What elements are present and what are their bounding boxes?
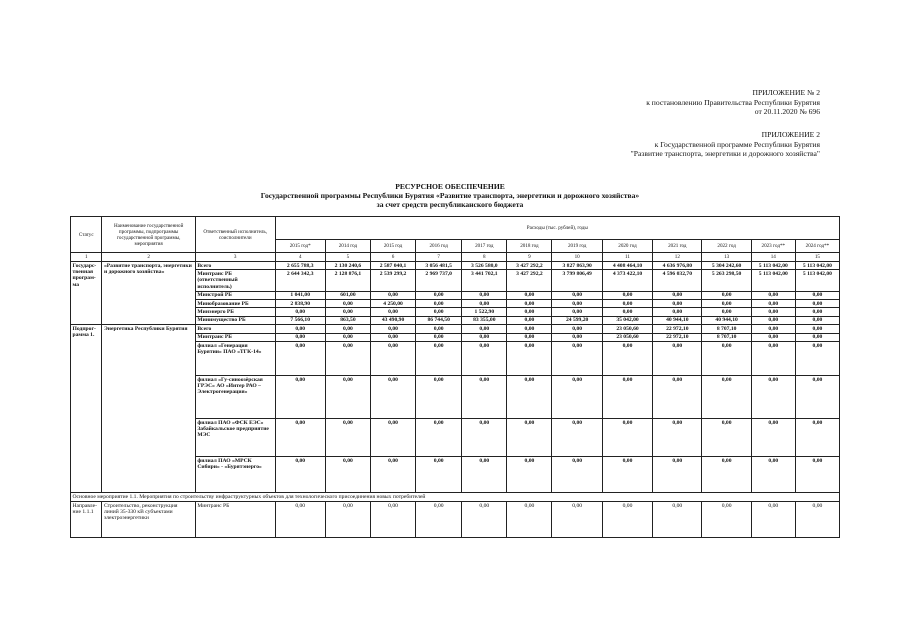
row-value: 43 490,90 [371, 316, 416, 324]
row-value: 0,00 [462, 376, 507, 419]
row-value: 0,00 [371, 376, 416, 419]
row-executor: Минтранс РБ [195, 333, 275, 341]
row-value: 0,00 [416, 342, 462, 376]
title-line1: РЕСУРСНОЕ ОБЕСПЕЧЕНИЕ [395, 182, 505, 191]
row-value: 0,00 [552, 342, 602, 376]
resource-table [70, 216, 840, 538]
row-value: 5 263 298,50 [702, 270, 751, 291]
row-value: 0,00 [602, 419, 652, 457]
table-row [71, 262, 840, 270]
row-value: 0,00 [416, 308, 462, 316]
row-value: 0,00 [602, 300, 652, 308]
row-value: 0,00 [751, 376, 795, 419]
row-executor: филиал «Гу-синоозёрская ГРЭС» АО «Интер РАО – Электрогенерация» [195, 376, 275, 419]
row-value: 0,00 [552, 502, 602, 538]
header-year: 2017 год [462, 240, 507, 253]
row-name: Строительство, реконструкция линий 35-330 кВ субъектами электроэнергетики [102, 502, 195, 538]
row-value: 3 799 806,49 [552, 270, 602, 291]
row-value: 5 113 042,00 [751, 262, 795, 270]
row-value: 5 113 042,00 [751, 270, 795, 291]
row-value: 3 441 702,1 [462, 270, 507, 291]
row-value: 0,00 [507, 376, 552, 419]
row-value: 0,00 [325, 376, 370, 419]
row-value: 0,00 [462, 300, 507, 308]
row-value: 0,00 [751, 342, 795, 376]
row-value: 0,00 [507, 316, 552, 324]
header-index: 15 [795, 253, 839, 262]
row-value: 2 644 342,3 [275, 270, 325, 291]
header-year: 2024 год** [795, 240, 839, 253]
row-value: 23 050,60 [602, 333, 652, 341]
header-index: 11 [602, 253, 652, 262]
header-year: 2015 год [371, 240, 416, 253]
row-value: 0,00 [653, 419, 702, 457]
header-index: 12 [653, 253, 702, 262]
row-value: 0,00 [795, 300, 839, 308]
row-value: 0,00 [702, 419, 751, 457]
event-title-row [71, 493, 840, 502]
row-value: 0,00 [751, 308, 795, 316]
row-value: 0,00 [751, 316, 795, 324]
row-value: 0,00 [653, 291, 702, 299]
row-value: 0,00 [795, 376, 839, 419]
row-value: 0,00 [751, 502, 795, 538]
annex-program-line1: ПРИЛОЖЕНИЕ 2 [761, 130, 820, 139]
row-value: 0,00 [371, 419, 416, 457]
annex-header-decree [646, 88, 820, 117]
row-value: 0,00 [275, 502, 325, 538]
row-value: 0,00 [371, 325, 416, 333]
row-value: 0,00 [462, 342, 507, 376]
row-value: 0,00 [552, 419, 602, 457]
row-value: 4 250,00 [371, 300, 416, 308]
row-value: 0,00 [552, 325, 602, 333]
row-value: 2 130 240,6 [325, 262, 370, 270]
row-value: 83 355,00 [462, 316, 507, 324]
row-value: 0,00 [416, 419, 462, 457]
row-value: 0,00 [325, 419, 370, 457]
row-value: 0,00 [552, 308, 602, 316]
row-value: 0,00 [602, 342, 652, 376]
annex-program-line2: к Государственной программе Республики Бурятия [654, 139, 820, 149]
row-status: Государс-твенная програм-ма [71, 262, 102, 325]
annex-decree-line3: от 20.11.2020 № 696 [754, 107, 820, 117]
row-value: 5 113 042,00 [795, 270, 839, 291]
header-index: 3 [195, 253, 275, 262]
row-value: 601,00 [325, 291, 370, 299]
row-value: 0,00 [507, 325, 552, 333]
row-value: 4 636 976,80 [653, 262, 702, 270]
header-year: 2022 год [702, 240, 751, 253]
header-index: 13 [702, 253, 751, 262]
header-executor: Ответственный исполнитель, соисполнители [195, 217, 275, 253]
row-value: 0,00 [795, 308, 839, 316]
row-value: 7 566,10 [275, 316, 325, 324]
row-value: 2 539 299,2 [371, 270, 416, 291]
row-value: 0,00 [702, 300, 751, 308]
row-value: 0,00 [416, 300, 462, 308]
row-value: 0,00 [795, 342, 839, 376]
header-index: 1 [71, 253, 102, 262]
row-value: 0,00 [602, 457, 652, 493]
annex-program-line3: "Развитие транспорта, энергетики и дорожного хозяйства" [630, 149, 820, 159]
header-index: 7 [416, 253, 462, 262]
row-value: 3 427 292,2 [507, 270, 552, 291]
row-value: 0,00 [795, 419, 839, 457]
row-value: 40 944,10 [653, 316, 702, 324]
row-value: 40 944,10 [702, 316, 751, 324]
row-value: 4 408 464,10 [602, 262, 652, 270]
row-value: 23 050,60 [602, 325, 652, 333]
row-name: «Развитие транспорта, энергетики и дорожного хозяйства» [102, 262, 195, 325]
row-value: 0,00 [325, 342, 370, 376]
row-value: 0,00 [751, 457, 795, 493]
row-value: 0,00 [416, 457, 462, 493]
row-value: 0,00 [507, 291, 552, 299]
row-executor: Минтранс РБ [195, 502, 275, 538]
row-value: 0,00 [275, 325, 325, 333]
row-executor: Минтранс РБ (ответственный исполнитель) [195, 270, 275, 291]
row-value: 0,00 [416, 376, 462, 419]
row-value: 0,00 [275, 308, 325, 316]
row-value: 5 113 042,00 [795, 262, 839, 270]
header-index: 5 [325, 253, 370, 262]
row-value: 0,00 [602, 291, 652, 299]
row-value: 0,00 [795, 333, 839, 341]
row-value: 0,00 [702, 502, 751, 538]
row-executor: Всего [195, 325, 275, 333]
row-value: 0,00 [653, 376, 702, 419]
row-value: 0,00 [462, 291, 507, 299]
row-value: 0,00 [702, 308, 751, 316]
row-value: 0,00 [795, 291, 839, 299]
row-value: 0,00 [507, 502, 552, 538]
row-executor: филиал ПАО «ФСК ЕЭС» Забайкальское предприятие МЭС [195, 419, 275, 457]
annex-decree-line1: ПРИЛОЖЕНИЕ № 2 [752, 88, 820, 97]
row-value: 0,00 [416, 502, 462, 538]
row-value: 0,00 [325, 457, 370, 493]
row-value: 0,00 [795, 502, 839, 538]
header-year: 2016 год [416, 240, 462, 253]
row-value: 0,00 [462, 457, 507, 493]
row-value: 0,00 [751, 300, 795, 308]
event-title: Основное мероприятие 1.1. Мероприятия по строительству инфраструктурных объектов для технологического присоединения новых потребителей [71, 493, 840, 502]
row-executor: Всего [195, 262, 275, 270]
header-year: 2018 год [507, 240, 552, 253]
row-executor: филиал ПАО «МРСК Сибири» - «Бурятэнерго» [195, 457, 275, 493]
row-value: 86 744,50 [416, 316, 462, 324]
row-value: 0,00 [507, 342, 552, 376]
annex-decree-line2: к постановлению Правительства Республики Бурятия [646, 97, 820, 107]
row-executor: филиал «Генерация Бурятии» ПАО «ТГК-14» [195, 342, 275, 376]
row-value: 1 041,00 [275, 291, 325, 299]
row-value: 0,00 [416, 291, 462, 299]
row-status: Направле-ние 1.1.1 [71, 502, 102, 538]
row-value: 0,00 [653, 300, 702, 308]
row-value: 0,00 [325, 502, 370, 538]
row-value: 0,00 [371, 308, 416, 316]
row-value: 0,00 [751, 333, 795, 341]
row-value: 0,00 [462, 419, 507, 457]
row-value: 863,50 [325, 316, 370, 324]
row-value: 0,00 [751, 325, 795, 333]
row-value: 0,00 [507, 308, 552, 316]
table-row [71, 502, 840, 538]
row-value: 0,00 [325, 308, 370, 316]
row-value: 0,00 [325, 325, 370, 333]
row-value: 0,00 [275, 333, 325, 341]
title-line3: за счет средств республиканского бюджета [376, 199, 524, 209]
row-value: 3 427 292,2 [507, 262, 552, 270]
row-value: 0,00 [653, 342, 702, 376]
row-value: 0,00 [552, 291, 602, 299]
row-value: 0,00 [371, 342, 416, 376]
row-value: 0,00 [702, 457, 751, 493]
row-value: 3 827 863,90 [552, 262, 602, 270]
row-value: 0,00 [602, 376, 652, 419]
row-value: 0,00 [653, 308, 702, 316]
row-value: 0,00 [462, 333, 507, 341]
row-value: 0,00 [325, 300, 370, 308]
row-value: 3 056 481,5 [416, 262, 462, 270]
row-value: 0,00 [795, 316, 839, 324]
row-value: 0,00 [702, 376, 751, 419]
table-row [71, 325, 840, 333]
row-value: 1 522,90 [462, 308, 507, 316]
header-year: 2023 год** [751, 240, 795, 253]
row-value: 0,00 [371, 457, 416, 493]
row-executor: Минимущество РБ [195, 316, 275, 324]
row-value: 0,00 [507, 300, 552, 308]
row-value: 0,00 [702, 291, 751, 299]
row-value: 0,00 [371, 502, 416, 538]
row-value: 22 972,10 [653, 333, 702, 341]
row-value: 0,00 [325, 333, 370, 341]
header-year: 2014 год [325, 240, 370, 253]
header-index-row [71, 253, 840, 262]
row-value: 0,00 [552, 333, 602, 341]
row-value: 0,00 [507, 419, 552, 457]
header-year: 2020 год [602, 240, 652, 253]
row-value: 0,00 [416, 325, 462, 333]
row-value: 0,00 [702, 342, 751, 376]
row-executor: Минстрой РБ [195, 291, 275, 299]
row-value: 24 599,20 [552, 316, 602, 324]
header-status: Статус [71, 217, 102, 253]
header-year: 2015 год* [275, 240, 325, 253]
row-value: 0,00 [795, 325, 839, 333]
row-value: 8 707,10 [702, 333, 751, 341]
header-expenses: Расходы (тыс. рублей), годы [275, 217, 839, 240]
row-value: 22 972,10 [653, 325, 702, 333]
table-body [71, 262, 840, 538]
row-value: 5 304 242,60 [702, 262, 751, 270]
header-index: 14 [751, 253, 795, 262]
row-value: 0,00 [653, 502, 702, 538]
row-value: 2 587 040,1 [371, 262, 416, 270]
header-index: 2 [102, 253, 195, 262]
row-value: 2 838,90 [275, 300, 325, 308]
row-value: 0,00 [552, 376, 602, 419]
row-value: 0,00 [602, 502, 652, 538]
header-index: 4 [275, 253, 325, 262]
row-value: 0,00 [462, 502, 507, 538]
header-name: Наименование государственной программы, подпрограммы государственной программы, мероприятия [102, 217, 195, 253]
row-value: 0,00 [275, 457, 325, 493]
row-value: 0,00 [751, 291, 795, 299]
row-value: 2 655 788,3 [275, 262, 325, 270]
title-line2: Государственной программы Республики Бурятия «Развитие транспорта, энергетики и дорожного хозяйства» [260, 190, 640, 200]
row-value: 0,00 [275, 376, 325, 419]
header-index: 8 [462, 253, 507, 262]
row-value: 0,00 [751, 419, 795, 457]
row-value: 0,00 [371, 333, 416, 341]
row-value: 0,00 [552, 300, 602, 308]
row-executor: Минобразование РБ [195, 300, 275, 308]
header-year: 2019 год [552, 240, 602, 253]
row-value: 0,00 [653, 457, 702, 493]
header-index: 6 [371, 253, 416, 262]
header-index: 9 [507, 253, 552, 262]
row-value: 0,00 [552, 457, 602, 493]
document-title [70, 183, 830, 209]
row-value: 0,00 [507, 333, 552, 341]
row-value: 2 128 876,1 [325, 270, 370, 291]
row-value: 0,00 [275, 342, 325, 376]
row-value: 4 596 032,70 [653, 270, 702, 291]
row-status: Подпрог-рамма 1. [71, 325, 102, 493]
row-value: 35 042,00 [602, 316, 652, 324]
row-value: 4 373 422,10 [602, 270, 652, 291]
row-value: 8 707,10 [702, 325, 751, 333]
row-value: 0,00 [507, 457, 552, 493]
annex-header-program [631, 130, 820, 159]
row-value: 0,00 [602, 308, 652, 316]
header-index: 10 [552, 253, 602, 262]
header-year: 2021 год [653, 240, 702, 253]
row-name: Энергетика Республики Бурятия [102, 325, 195, 493]
row-value: 0,00 [416, 333, 462, 341]
row-value: 0,00 [275, 419, 325, 457]
row-value: 2 969 737,0 [416, 270, 462, 291]
row-value: 0,00 [371, 291, 416, 299]
row-value: 3 526 580,0 [462, 262, 507, 270]
row-value: 0,00 [795, 457, 839, 493]
row-value: 0,00 [462, 325, 507, 333]
row-executor: Минэнерго РБ [195, 308, 275, 316]
